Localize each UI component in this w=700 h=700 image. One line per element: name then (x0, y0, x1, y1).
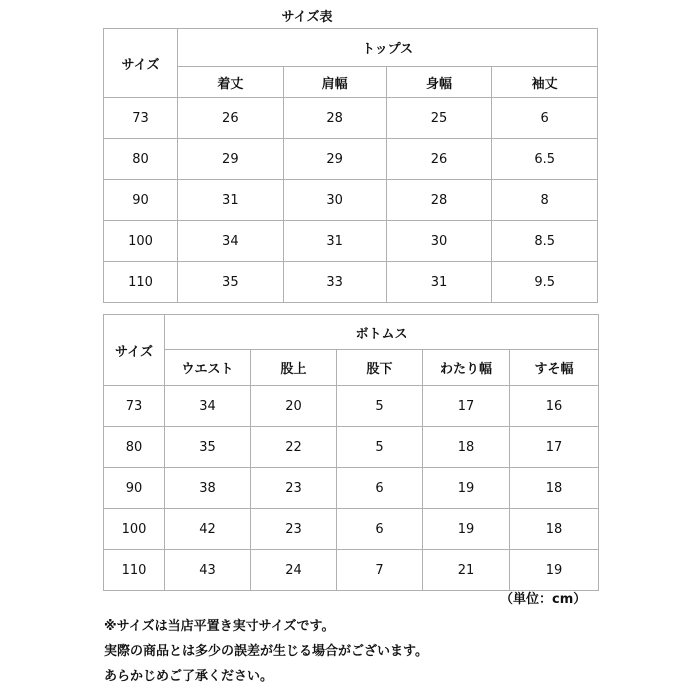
value-cell: 19 (510, 550, 599, 591)
tops-col-header: 着丈 (178, 67, 284, 98)
value-cell: 16 (510, 386, 599, 427)
size-cell: 73 (104, 386, 165, 427)
bottoms-col-header: わたり幅 (423, 350, 510, 386)
tops-col-header: 袖丈 (492, 67, 598, 98)
table-row (104, 550, 599, 591)
value-cell: 18 (510, 468, 599, 509)
size-cell: 90 (104, 180, 178, 221)
value-cell: 6 (492, 98, 598, 139)
value-cell: 6 (337, 468, 423, 509)
size-cell: 90 (104, 468, 165, 509)
table-row (104, 139, 598, 180)
size-cell: 80 (104, 427, 165, 468)
value-cell: 25 (386, 98, 492, 139)
table-row (104, 262, 598, 303)
value-cell: 38 (165, 468, 251, 509)
tops-size-header: サイズ (104, 29, 178, 98)
value-cell: 30 (283, 180, 386, 221)
value-cell: 31 (386, 262, 492, 303)
table-row (104, 386, 599, 427)
value-cell: 23 (251, 468, 337, 509)
unit-note: （単位：cm） (500, 592, 587, 607)
value-cell: 29 (178, 139, 284, 180)
value-cell: 17 (423, 386, 510, 427)
value-cell: 35 (165, 427, 251, 468)
note-line: あらかじめご了承ください。 (104, 669, 274, 684)
value-cell: 26 (386, 139, 492, 180)
value-cell: 34 (165, 386, 251, 427)
value-cell: 28 (283, 98, 386, 139)
value-cell: 9.5 (492, 262, 598, 303)
value-cell: 31 (283, 221, 386, 262)
size-cell: 80 (104, 139, 178, 180)
bottoms-size-table (103, 314, 599, 591)
value-cell: 34 (178, 221, 284, 262)
table-row (104, 98, 598, 139)
notes-block (104, 614, 428, 689)
value-cell: 29 (283, 139, 386, 180)
value-cell: 18 (423, 427, 510, 468)
value-cell: 6.5 (492, 139, 598, 180)
value-cell: 8 (492, 180, 598, 221)
tops-col-header: 肩幅 (283, 67, 386, 98)
table-row (104, 468, 599, 509)
value-cell: 8.5 (492, 221, 598, 262)
value-cell: 30 (386, 221, 492, 262)
size-cell: 73 (104, 98, 178, 139)
table-row (104, 509, 599, 550)
value-cell: 26 (178, 98, 284, 139)
value-cell: 17 (510, 427, 599, 468)
bottoms-group-header: ボトムス (165, 315, 599, 350)
value-cell: 28 (386, 180, 492, 221)
table-row (104, 427, 599, 468)
value-cell: 42 (165, 509, 251, 550)
bottoms-size-header: サイズ (104, 315, 165, 386)
note-line: 実際の商品とは多少の誤差が生じる場合がございます。 (104, 644, 428, 659)
tops-group-header: トップス (178, 29, 598, 67)
bottoms-col-header: 股上 (251, 350, 337, 386)
bottoms-col-header: すそ幅 (510, 350, 599, 386)
size-cell: 110 (104, 550, 165, 591)
value-cell: 19 (423, 509, 510, 550)
value-cell: 7 (337, 550, 423, 591)
tops-col-header: 身幅 (386, 67, 492, 98)
value-cell: 21 (423, 550, 510, 591)
size-cell: 100 (104, 221, 178, 262)
value-cell: 22 (251, 427, 337, 468)
value-cell: 35 (178, 262, 284, 303)
value-cell: 33 (283, 262, 386, 303)
size-cell: 110 (104, 262, 178, 303)
bottoms-col-header: ウエスト (165, 350, 251, 386)
value-cell: 24 (251, 550, 337, 591)
value-cell: 19 (423, 468, 510, 509)
size-cell: 100 (104, 509, 165, 550)
bottoms-col-header: 股下 (337, 350, 423, 386)
value-cell: 23 (251, 509, 337, 550)
value-cell: 5 (337, 386, 423, 427)
value-cell: 5 (337, 427, 423, 468)
note-line: ※サイズは当店平置き実寸サイズです。 (104, 619, 335, 634)
value-cell: 6 (337, 509, 423, 550)
tops-size-table (103, 28, 598, 303)
value-cell: 18 (510, 509, 599, 550)
page-title: サイズ表 (281, 10, 333, 25)
table-row (104, 221, 598, 262)
value-cell: 20 (251, 386, 337, 427)
value-cell: 31 (178, 180, 284, 221)
table-row (104, 180, 598, 221)
value-cell: 43 (165, 550, 251, 591)
